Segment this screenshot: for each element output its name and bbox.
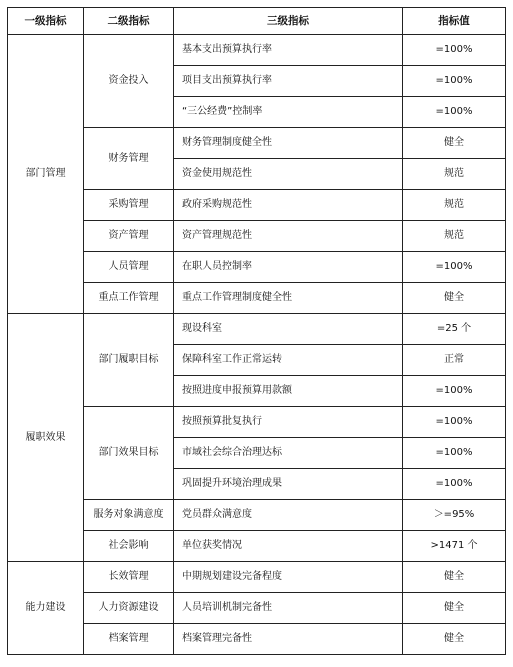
value-cell: 健全 [403, 593, 506, 624]
level3-cell: 党员群众满意度 [174, 500, 403, 531]
level1-cell: 部门管理 [8, 35, 84, 314]
table-row [8, 35, 506, 66]
level3-cell: 在职人员控制率 [174, 252, 403, 283]
level3-cell: 项目支出预算执行率 [174, 66, 403, 97]
level2-cell: 部门履职目标 [84, 314, 174, 407]
level3-cell: 政府采购规范性 [174, 190, 403, 221]
value-cell: >1471 个 [403, 531, 506, 562]
level3-cell: 资产管理规范性 [174, 221, 403, 252]
level3-cell: 档案管理完备性 [174, 624, 403, 655]
performance-indicator-table [7, 7, 506, 655]
level3-cell: 按照预算批复执行 [174, 407, 403, 438]
value-cell: =100% [403, 35, 506, 66]
value-cell: =100% [403, 407, 506, 438]
value-cell: 规范 [403, 159, 506, 190]
value-cell: 健全 [403, 128, 506, 159]
value-cell: 正常 [403, 345, 506, 376]
header-level1: 一级指标 [8, 8, 84, 35]
value-cell: =100% [403, 376, 506, 407]
level2-cell: 财务管理 [84, 128, 174, 190]
level3-cell: 巩固提升环境治理成果 [174, 469, 403, 500]
level3-cell: “三公经费”控制率 [174, 97, 403, 128]
value-cell: =100% [403, 97, 506, 128]
level2-cell: 档案管理 [84, 624, 174, 655]
value-cell: =100% [403, 469, 506, 500]
value-cell: 规范 [403, 190, 506, 221]
indicator-table-wrapper [7, 7, 506, 655]
value-cell: 健全 [403, 562, 506, 593]
level3-cell: 财务管理制度健全性 [174, 128, 403, 159]
level3-cell: 重点工作管理制度健全性 [174, 283, 403, 314]
level2-cell: 采购管理 [84, 190, 174, 221]
value-cell: 规范 [403, 221, 506, 252]
header-level3: 三级指标 [174, 8, 403, 35]
level1-cell: 能力建设 [8, 562, 84, 655]
level2-cell: 服务对象满意度 [84, 500, 174, 531]
level3-cell: 现设科室 [174, 314, 403, 345]
header-row [8, 8, 506, 35]
value-cell: 健全 [403, 624, 506, 655]
level2-cell: 重点工作管理 [84, 283, 174, 314]
level3-cell: 单位获奖情况 [174, 531, 403, 562]
level1-cell: 履职效果 [8, 314, 84, 562]
table-row [8, 562, 506, 593]
level3-cell: 保障科室工作正常运转 [174, 345, 403, 376]
level2-cell: 人员管理 [84, 252, 174, 283]
level3-cell: 基本支出预算执行率 [174, 35, 403, 66]
value-cell: =100% [403, 252, 506, 283]
value-cell: ＞=95% [403, 500, 506, 531]
level3-cell: 资金使用规范性 [174, 159, 403, 190]
level2-cell: 长效管理 [84, 562, 174, 593]
level3-cell: 按照进度申报预算用款额 [174, 376, 403, 407]
level3-cell: 中期规划建设完备程度 [174, 562, 403, 593]
value-cell: =100% [403, 438, 506, 469]
value-cell: =100% [403, 66, 506, 97]
level3-cell: 市域社会综合治理达标 [174, 438, 403, 469]
level2-cell: 资产管理 [84, 221, 174, 252]
header-value: 指标值 [403, 8, 506, 35]
table-row [8, 314, 506, 345]
level2-cell: 社会影响 [84, 531, 174, 562]
level2-cell: 部门效果目标 [84, 407, 174, 500]
level2-cell: 资金投入 [84, 35, 174, 128]
level3-cell: 人员培训机制完备性 [174, 593, 403, 624]
level2-cell: 人力资源建设 [84, 593, 174, 624]
value-cell: =25 个 [403, 314, 506, 345]
value-cell: 健全 [403, 283, 506, 314]
header-level2: 二级指标 [84, 8, 174, 35]
